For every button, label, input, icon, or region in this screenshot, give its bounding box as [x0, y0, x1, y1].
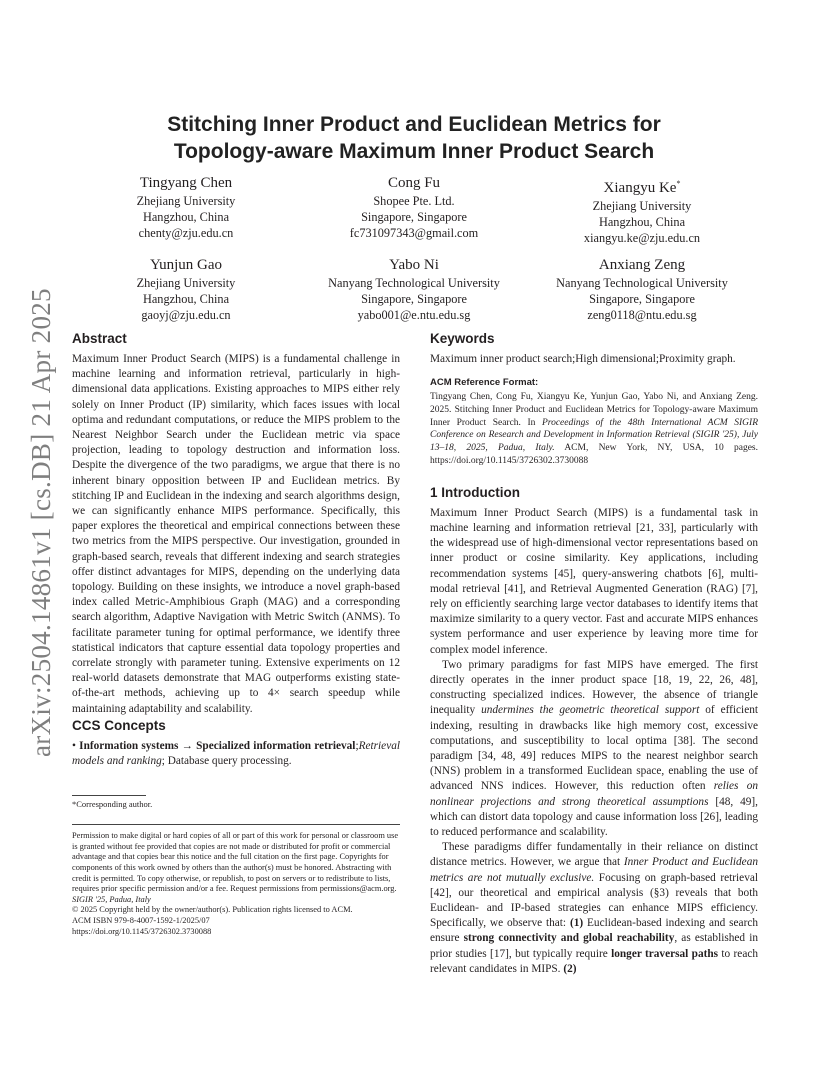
- author-name: Yabo Ni: [389, 257, 439, 273]
- author-name: Yunjun Gao: [149, 257, 223, 273]
- right-column: [430, 330, 758, 977]
- author-row-2: [72, 256, 756, 323]
- acm-ref-heading: ACM Reference Format:: [430, 377, 539, 388]
- permission-block: [72, 831, 400, 937]
- p3-text-d: , as established in prior studies [17], but typically require: [430, 932, 758, 960]
- ccs-heading: CCS Concepts: [72, 717, 166, 733]
- abstract-text: Maximum Inner Product Search (MIPS) is a fundamental challenge in machine learning and information retrieval, particularly in high-dimensional data applications. Existing approaches to MIPS either rely solely on Inner Product (IP) similarity, which faces issues with local optima and redundant computations, or reduce the MIPS problem to the Nearest Neighbor Search under the Euclidean metric via space projection, leading to topology destruction and information loss. Despite the divergence of the two paradigms, we argue that there is no inherent binary opposition between IP and Euclidean metrics. By stitching IP and Euclidean in the indexing and search algorithms design, we can significantly enhance MIPS performance. Specifically, this paper explores the theoretical and empirical connections between these two metrics from the MIPS perspective. Our investigation, grounded in graph-based search, reveals that different indexing and search strategies offer distinct advantages for MIPS, depending on the underlying data topology. Building on these insights, we introduce a novel graph-based index called Metric-Amphibious Graph (MAG) and a corresponding search algorithm, Adaptive Navigation with Metric Switch (ANMS). To facilitate parameter tuning for optimal performance, we identify three statistical indicators that capture essential data topology properties and correlate strongly with parameter tuning. Extensive experiments on 12 real-world datasets demonstrate that MAG outperforms existing state-of-the-art methods, achieving up to 4× search speedup while maintaining adaptability and scalability.: [72, 353, 400, 715]
- p3-bold-1: (1): [569, 917, 584, 930]
- title-line-2: Topology-aware Maximum Inner Product Search: [173, 140, 655, 163]
- p2-text-c: [48, 49], which can distort data topology and cause information loss [26], leading to reduced performance and scalability.: [430, 795, 758, 839]
- author-card: [72, 256, 300, 323]
- author-card: [528, 174, 756, 246]
- doi-link[interactable]: https://doi.org/10.1145/3726302.3730088: [72, 926, 212, 936]
- author-name: Cong Fu: [387, 175, 441, 191]
- author-name: Anxiang Zeng: [598, 257, 686, 273]
- p3-text-a: These paradigms differ fundamentally in their reliance on distinct distance metrics. However, we argue that: [430, 841, 758, 869]
- keywords-heading: Keywords: [430, 331, 495, 346]
- permission-text: Permission to make digital or hard copies of all or part of this work for personal or classroom use is granted without fee provided that copies are not made or distributed for profit or commercial advantage and that copies bear this notice and the full citation on the first page. Copyrights for components of this work owned by others than the author(s) must be honored. Abstracting with credit is permitted. To copy otherwise, or republish, to post on servers or to redistribute to lists, requires prior specific permission and/or a fee. Request permissions from permissions@acm.org.: [72, 831, 399, 894]
- author-affiliation: Zhejiang University: [592, 199, 692, 213]
- footnote: *Corresponding author.: [72, 799, 153, 810]
- keywords-text: Maximum inner product search;High dimensional;Proximity graph.: [430, 353, 736, 365]
- p2-italic-1: undermines the geometric theoretical support: [481, 704, 700, 717]
- p3-bold-3: longer traversal paths: [611, 947, 719, 960]
- author-email[interactable]: yabo001@e.ntu.edu.sg: [357, 308, 471, 322]
- ccs-rest: ; Database query processing.: [161, 755, 292, 768]
- author-name: Tingyang Chen: [139, 175, 233, 191]
- author-location: Singapore, Singapore: [589, 292, 695, 306]
- copyright: © 2025 Copyright held by the owner/author(s). Publication rights licensed to ACM.: [72, 905, 353, 915]
- ccs-bullet: •: [72, 739, 80, 752]
- intro-paragraph-3: [430, 840, 758, 977]
- acm-ref-authors: Tingyang Chen, Cong Fu, Xiangyu Ke, Yunjun Gao, Yabo Ni, and Anxiang Zeng. 2025. Stitching Inner Product and Euclidean Metrics for Topology-aware Maximum Inner Product Search. In: [430, 392, 758, 428]
- permission-rule: [72, 824, 400, 825]
- footnote-rule: [72, 795, 146, 796]
- ccs-concept: Information systems → Specialized information retrieval: [79, 739, 356, 752]
- author-affiliation: Nanyang Technological University: [328, 276, 500, 290]
- author-location: Hangzhou, China: [598, 215, 686, 229]
- left-column: [72, 330, 400, 937]
- acm-ref-text: [430, 391, 758, 468]
- author-affiliation: Zhejiang University: [136, 194, 236, 208]
- acm-ref-tail: ACM, New York, NY, USA, 10 pages. https://doi.org/10.1145/3726302.3730088: [430, 443, 758, 466]
- intro-paragraph-2: [430, 658, 758, 840]
- author-email[interactable]: fc731097343@gmail.com: [349, 226, 479, 240]
- p2-text-b: of efficient indexing, resulting in drawbacks like high memory cost, excessive computations, and susceptibility to local optima [38]. The second paradigm [34, 48, 49] reduces MIPS to the nearest neighbor search (NNS) problem in a transformed Euclidean space, enabling the use of advanced NNS indices. However, this reduction often: [430, 704, 758, 793]
- author-email[interactable]: chenty@zju.edu.cn: [138, 226, 234, 240]
- ccs-italic: Retrieval models and ranking: [72, 739, 400, 768]
- author-affiliation: Shopee Pte. Ltd.: [373, 194, 455, 208]
- p2-italic-2: relies on nonlinear projections and strong theoretical assumptions: [430, 780, 758, 808]
- author-card: [300, 256, 528, 323]
- author-email[interactable]: zeng0118@ntu.edu.sg: [587, 308, 697, 322]
- intro-heading: 1 Introduction: [430, 484, 520, 500]
- p3-bold-2: strong connectivity and global reachability: [463, 932, 675, 945]
- author-name: Xiangyu Ke: [603, 180, 677, 196]
- title-line-1: Stitching Inner Product and Euclidean Metrics for: [167, 113, 661, 136]
- author-email[interactable]: gaoyj@zju.edu.cn: [141, 308, 231, 322]
- author-row-1: [72, 174, 756, 246]
- p3-text-c: Euclidean-based indexing and search ensure: [430, 917, 758, 945]
- author-email[interactable]: xiangyu.ke@zju.edu.cn: [583, 231, 701, 245]
- intro-paragraph-1: Maximum Inner Product Search (MIPS) is a fundamental task in machine learning and information retrieval [21, 33], particularly with the widespread use of high-dimensional vector representations based on inner product or cosine similarity. Key applications, including recommendation systems [45], query-answering chatbots [6], multi-modal retrieval [41], and Retrieval Augmented Generation (RAG) [7], rely on efficiently searching large vector databases to identify items that maximize similarity to a query vector. Fast and accurate MIPS enhances system performance and user experience by leaving more time for complex model inference.: [430, 506, 758, 656]
- author-card: [528, 256, 756, 323]
- author-location: Hangzhou, China: [142, 292, 230, 306]
- ccs-sep: ;: [355, 739, 359, 752]
- arxiv-stamp: arXiv:2504.14861v1 [cs.DB] 21 Apr 2025: [26, 288, 56, 757]
- p3-italic-1: Inner Product and Euclidean metrics are not mutually exclusive.: [430, 856, 758, 884]
- acm-ref-proceedings: Proceedings of the 48th International ACM SIGIR Conference on Research and Development in Information Retrieval (SIGIR '25), July 13–18, 2025, Padua, Italy.: [430, 417, 759, 454]
- author-location: Singapore, Singapore: [361, 292, 467, 306]
- author-location: Singapore, Singapore: [361, 210, 467, 224]
- author-affiliation: Zhejiang University: [136, 276, 236, 290]
- venue: SIGIR '25, Padua, Italy: [72, 894, 151, 904]
- author-block: [72, 174, 756, 333]
- author-location: Hangzhou, China: [142, 210, 230, 224]
- author-affiliation: Nanyang Technological University: [556, 276, 728, 290]
- author-card: [72, 174, 300, 246]
- p3-text-b: Focusing on graph-based retrieval [42], our theoretical and empirical analysis (§3) reveals that both Euclidean- and IP-based strategies can enhance MIPS efficiency. Specifically, we observe that:: [430, 871, 758, 930]
- p3-bold-4: (2): [563, 962, 577, 975]
- isbn: ACM ISBN 979-8-4007-1592-1/2025/07: [72, 916, 210, 926]
- author-card: [300, 174, 528, 246]
- p2-text-a: Two primary paradigms for fast MIPS have emerged. The first directly operates in the inner product space [18, 19, 22, 26, 48], constructing specialized indices. However, the absence of triangle inequality: [430, 658, 758, 717]
- corresponding-mark: *: [676, 179, 681, 188]
- paper-title: [72, 111, 756, 165]
- p3-text-e: to reach relevant candidates in MIPS.: [430, 947, 758, 975]
- abstract-heading: Abstract: [72, 331, 127, 346]
- ccs-text: [72, 739, 400, 769]
